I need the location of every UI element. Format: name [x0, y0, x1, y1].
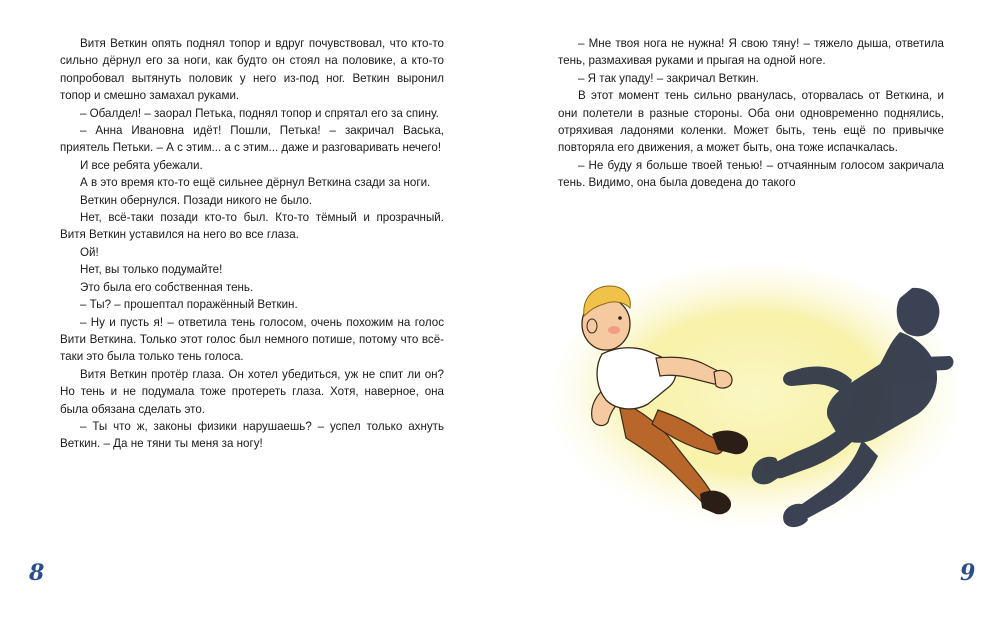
boy-and-shadow-illustration	[540, 268, 960, 538]
paragraph: Витя Веткин протёр глаза. Он хотел убедиться, уж не спит ли он? Но тень и не подумала тоже протереть глаза. Хотя, наверное, она была обязана сделать это.	[60, 367, 444, 416]
paragraph: Витя Веткин опять поднял топор и вдруг почувствовал, что кто-то сильно дёрнул его за ноги, как будто он стоял на половике, а кто-то попробовал вытянуть половик у него из-под ног. Веткин выронил топор и смешно замахал руками.	[60, 37, 444, 103]
paragraph: В этот момент тень сильно рванулась, оторвалась от Веткина, и они полетели в разные стороны. Оба они одновременно поднялись, отряхивая ладонями коленки. Может быть, тень ещё по привычке повторяла его движения, а может быть, она тоже испачкалась.	[558, 89, 944, 155]
paragraph: Это была его собственная тень.	[80, 280, 254, 294]
paragraph: – Ты что ж, законы физики нарушаешь? – успел только ахнуть Веткин. – Да не тяни ты меня за ногу!	[60, 419, 444, 451]
paragraph: – Обалдел! – заорал Петька, поднял топор и спрятал его за спину.	[80, 106, 439, 120]
paragraph: – Ты? – прошептал поражённый Веткин.	[80, 298, 298, 312]
paragraph: – Я так упаду! – закричал Веткин.	[578, 71, 759, 85]
page-number-left: 8	[29, 560, 45, 586]
paragraph: Ой!	[80, 245, 99, 259]
paragraph: – Анна Ивановна идёт! Пошли, Петька! – закричал Васька, приятель Петьки. – А с этим... а с этим... даже и разговаривать нечего!	[60, 124, 444, 155]
left-page-text	[60, 35, 444, 453]
paragraph: – Не буду я больше твоей тенью! – отчаянным голосом закричала тень. Видимо, она была доведена до такого	[558, 158, 944, 190]
right-page-text	[558, 35, 944, 192]
paragraph: И все ребята убежали.	[80, 158, 203, 172]
paragraph: – Ну и пусть я! – ответила тень голосом, очень похожим на голос Вити Веткина. Только этот голос был немного потише, потому что всё-таки это была только тень голоса.	[60, 315, 444, 364]
paragraph: Веткин обернулся. Позади никого не было.	[80, 193, 313, 207]
page-number-right: 9	[960, 560, 976, 586]
paragraph: А в это время кто-то ещё сильнее дёрнул Веткина сзади за ноги.	[80, 176, 431, 190]
right-page	[500, 0, 1000, 627]
paragraph: – Мне твоя нога не нужна! Я свою тяну! – тяжело дыша, ответила тень, размахивая руками и прыгая на одной ноге.	[558, 37, 944, 68]
paragraph: Нет, всё-таки позади кто-то был. Кто-то тёмный и прозрачный. Витя Веткин уставился на него во все глаза.	[60, 211, 444, 242]
paragraph: Нет, вы только подумайте!	[80, 263, 223, 277]
